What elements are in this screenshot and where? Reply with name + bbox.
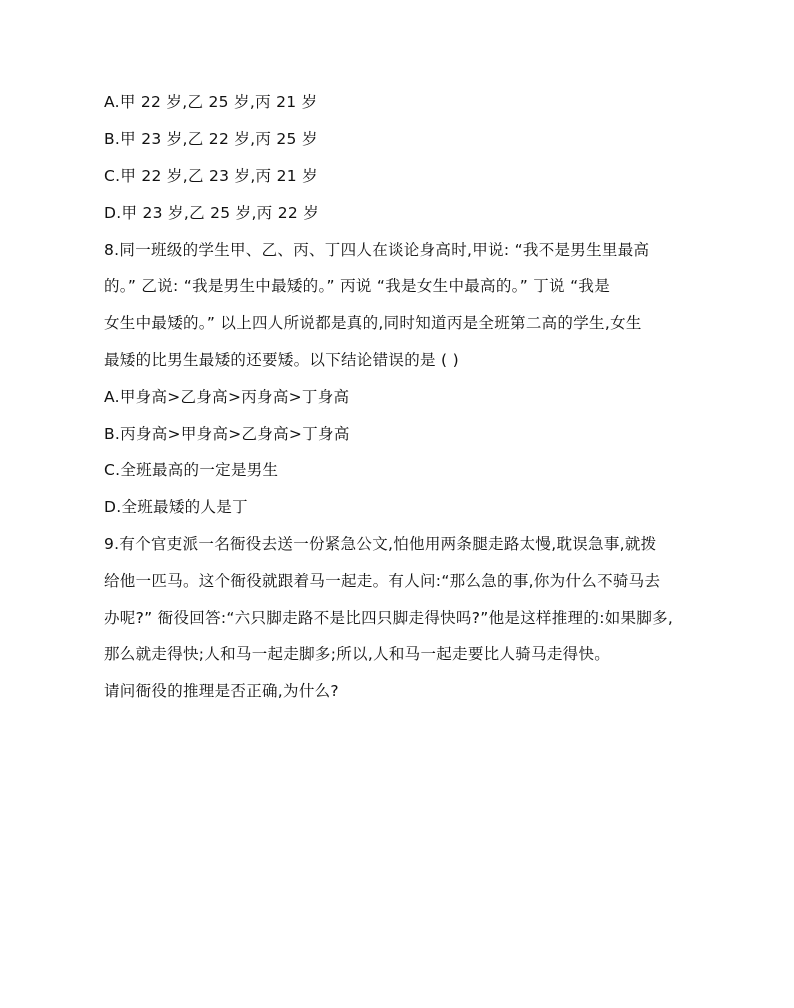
q7-option-a: A.甲 22 岁,乙 25 岁,丙 21 岁 bbox=[104, 93, 318, 111]
q8-stem-line-4: 最矮的比男生最矮的还要矮。以下结论错误的是 ( ) bbox=[104, 351, 459, 369]
q8-stem-line-2: 的。” 乙说: “我是男生中最矮的。” 丙说 “我是女生中最高的。” 丁说 “我是 bbox=[104, 277, 611, 295]
q8-option-d: D.全班最矮的人是丁 bbox=[104, 498, 248, 516]
q7-option-b: B.甲 23 岁,乙 22 岁,丙 25 岁 bbox=[104, 130, 318, 148]
q9-stem-line-4: 那么就走得快;人和马一起走脚多;所以,人和马一起走要比人骑马走得快。 bbox=[104, 645, 611, 663]
q9-question: 请问衙役的推理是否正确,为什么? bbox=[104, 682, 339, 700]
q8-option-c: C.全班最高的一定是男生 bbox=[104, 461, 279, 479]
q7-option-d: D.甲 23 岁,乙 25 岁,丙 22 岁 bbox=[104, 204, 320, 222]
q9-stem-line-2: 给他一匹马。这个衙役就跟着马一起走。有人问:“那么急的事,你为什么不骑马去 bbox=[104, 572, 661, 590]
q8-stem-line-1: 8.同一班级的学生甲、乙、丙、丁四人在谈论身高时,甲说: “我不是男生里最高 bbox=[104, 241, 650, 259]
q8-option-b: B.丙身高>甲身高>乙身高>丁身高 bbox=[104, 425, 350, 443]
q9-stem-line-3: 办呢?” 衙役回答:“六只脚走路不是比四只脚走得快吗?”他是这样推理的:如果脚多, bbox=[104, 609, 674, 627]
q7-option-c: C.甲 22 岁,乙 23 岁,丙 21 岁 bbox=[104, 167, 318, 185]
q8-option-a: A.甲身高>乙身高>丙身高>丁身高 bbox=[104, 388, 350, 406]
q9-stem-line-1: 9.有个官吏派一名衙役去送一份紧急公文,怕他用两条腿走路太慢,耽误急事,就拨 bbox=[104, 535, 657, 553]
q8-stem-line-3: 女生中最矮的。” 以上四人所说都是真的,同时知道丙是全班第二高的学生,女生 bbox=[104, 314, 642, 332]
